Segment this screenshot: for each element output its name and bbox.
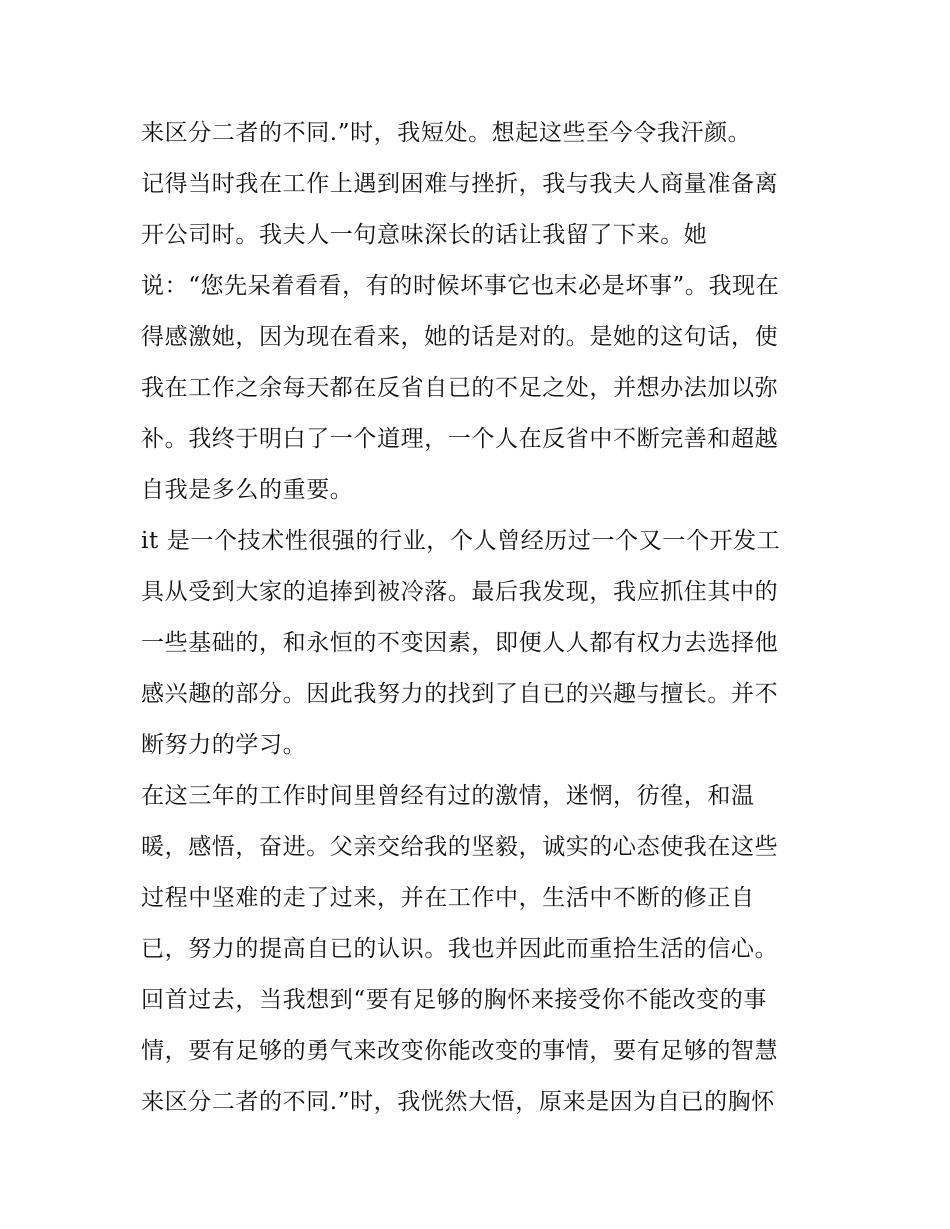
text-line: 已，努力的提高自已的认识。我也并因此而重拾生活的信心。 <box>141 936 779 962</box>
text-line: 情，要有足够的勇气来改变你能改变的事情，要有足够的智慧 <box>141 1038 779 1064</box>
text-line: 暖，感悟，奋进。父亲交给我的坚毅，诚实的心态使我在这些 <box>141 834 779 860</box>
text-line: 感兴趣的部分。因此我努力的找到了自已的兴趣与擅长。并不 <box>141 681 779 707</box>
text-line: 一些基础的，和永恒的不变因素，即便人人都有权力去选择他 <box>141 630 779 656</box>
text-line: 自我是多么的重要。 <box>141 477 354 503</box>
text-line: 说：“您先呆着看看，有的时候坏事它也末必是坏事”。我现在 <box>141 273 780 299</box>
text-line: 过程中坚难的走了过来，并在工作中，生活中不断的修正自 <box>141 885 755 911</box>
text-line: 在这三年的工作时间里曾经有过的激情，迷惘，彷徨，和温 <box>141 783 755 809</box>
text-line: 开公司时。我夫人一句意味深长的话让我留了下来。她 <box>141 222 708 248</box>
text-line: 回首过去，当我想到“要有足够的胸怀来接受你不能改变的事 <box>141 987 767 1013</box>
text-line: 断努力的学习。 <box>141 732 307 758</box>
text-line: 补。我终于明白了一个道理，一个人在反省中不断完善和超越 <box>141 426 779 452</box>
text-line: 我在工作之余每天都在反省自已的不足之处，并想办法加以弥 <box>141 375 779 401</box>
body-text <box>141 108 821 1128</box>
text-line: 具从受到大家的追捧到被冷落。最后我发现，我应抓住其中的 <box>141 579 779 605</box>
text-line: it 是一个技术性很强的行业，个人曾经历过一个又一个开发工 <box>141 528 781 554</box>
text-line: 来区分二者的不同.”时，我恍然大悟，原来是因为自已的胸怀 <box>141 1089 775 1115</box>
text-line: 来区分二者的不同.”时，我短处。想起这些至今令我汗颜。 <box>141 120 752 146</box>
text-line: 得感激她，因为现在看来，她的话是对的。是她的这句话，使 <box>141 324 779 350</box>
text-line: 记得当时我在工作上遇到困难与挫折，我与我夫人商量准备离 <box>141 171 779 197</box>
